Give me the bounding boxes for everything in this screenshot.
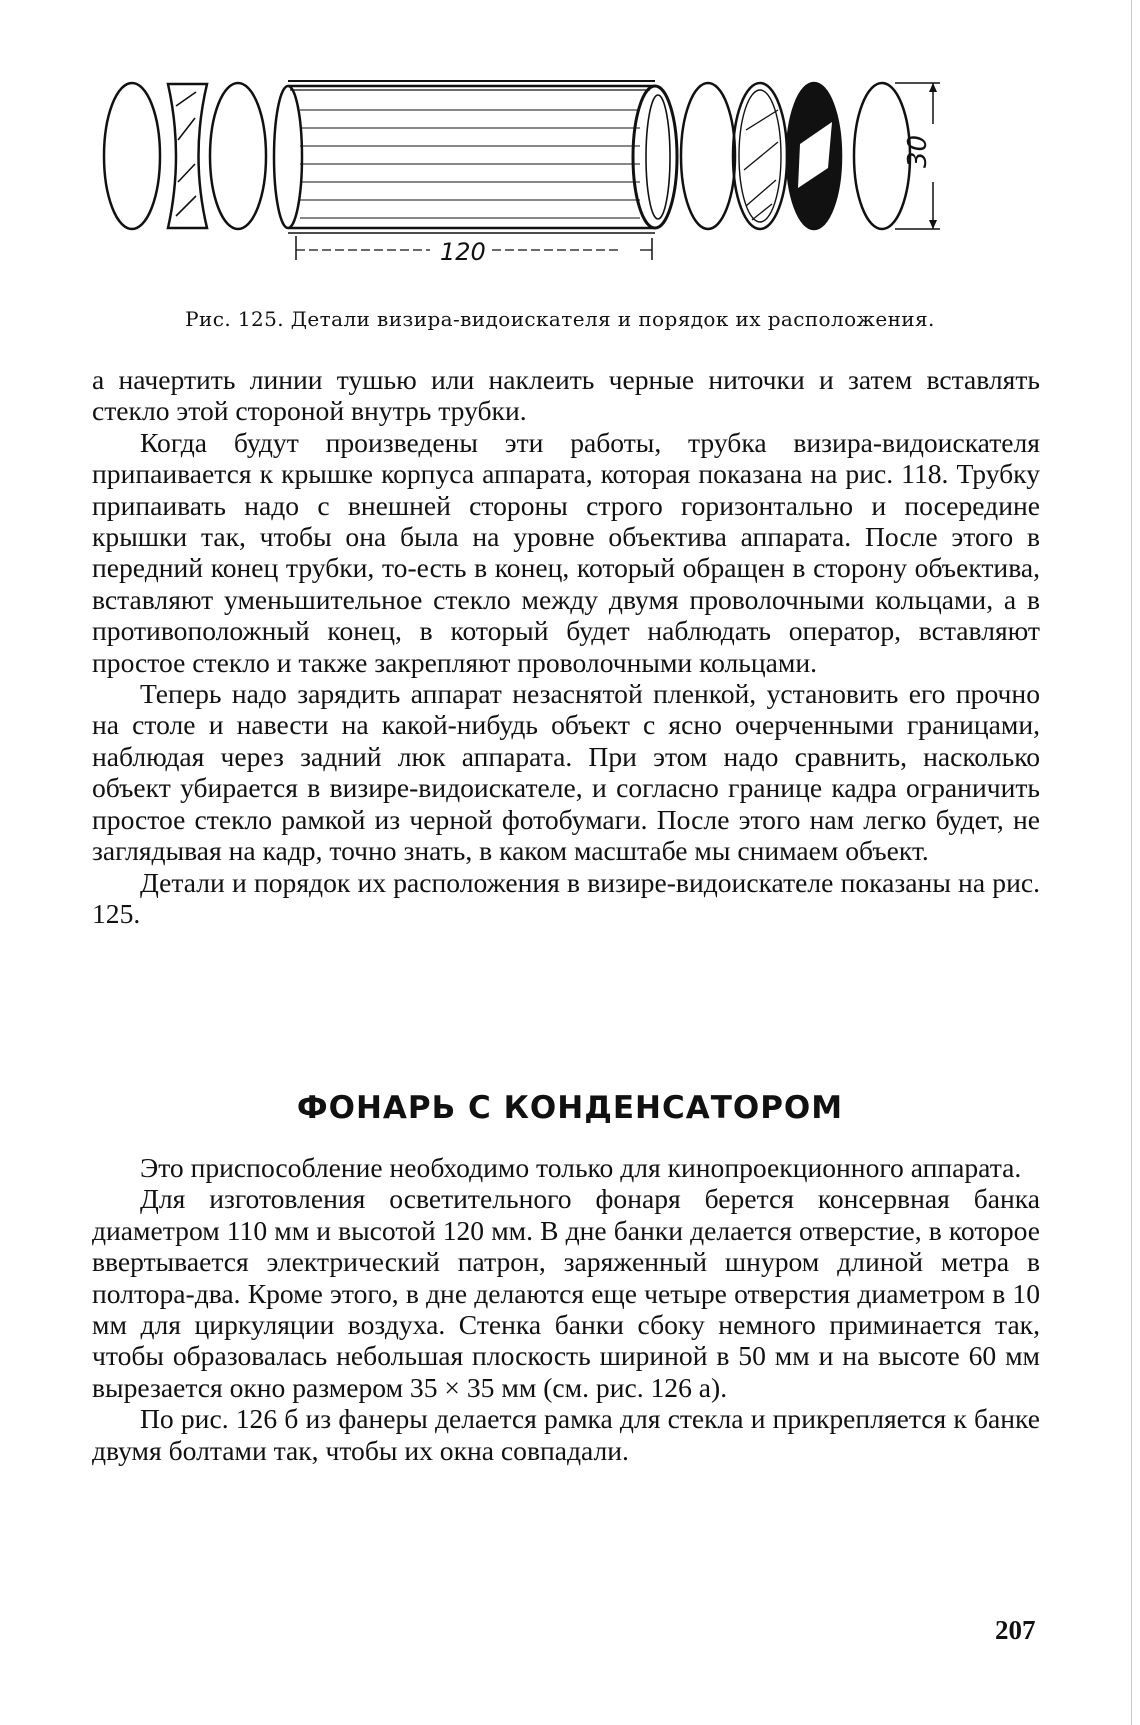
paragraph: Для изготовления осветительного фонаря берется консервная банка диаметром 110 мм и высотой 120 мм. В дне банки делается отверстие, в которое ввертывается электрический патрон, заряженный шнуром длиной метра в полтора-два. Кроме этого, в дне делаются еще четыре отверстия диаметром в 10 мм для циркуляции воздуха. Стенка банки сбоку немного приминается так, чтобы образовалась небольшая плоскость шириной в 50 мм и на высоте 60 мм вырезается окно размером 35 × 35 мм (см. рис. 126 а). (92, 1183, 1040, 1403)
section-viewfinder-text (92, 364, 1040, 929)
viewfinder-tube (274, 81, 677, 233)
paragraph: Когда будут произведены эти работы, трубка визира-видоискателя припаивается к крышке корпуса аппарата, которая показана на рис. 118. Трубку припаивать надо с внешней стороны строго горизонтально и посередине крышки так, чтобы она была на уровне объектива аппарата. После этого в передний конец трубки, то-есть в конец, который обращен в сторону объектива, вставляют уменьшительное стекло между двумя проволочными кольцами, а в противоположный конец, в который будет наблюдать оператор, вставляют простое стекло и также закрепляют проволочными кольцами. (92, 426, 1040, 678)
wire-ring-rear (681, 83, 735, 229)
length-label: 120 (440, 238, 486, 266)
paragraph: Это приспособление необходимо только для кинопроекционного аппарата. (140, 1152, 1022, 1183)
reticle-glass (733, 83, 787, 229)
wire-ring (210, 83, 266, 229)
paragraph: По рис. 126 б из фанеры делается рамка для стекла и прикрепляется к банке двумя болтами так, чтобы их окна совпадали. (92, 1403, 1040, 1466)
paragraph: а начертить линии тушью или наклеить черные ниточки и затем вставлять стекло этой стороной внутрь трубки. (92, 364, 1040, 427)
black-paper-frame (787, 83, 841, 229)
section-lantern-text (92, 1152, 1040, 1466)
paragraph: Теперь надо зарядить аппарат незаснятой пленкой, установить его прочно на столе и навести на какой-нибудь объект с ясно очерченными границами, наблюдая через задний люк аппарата. При этом надо сравнить, насколько объект убирается в визире-видоискателе, и согласно границе кадра ограничить простое стекло рамкой из черной фотобумаги. После этого нам легко будет, не заглядывая на кадр, точно знать, в каком масштабе мы снимаем объект. (92, 678, 1040, 867)
concave-lens (168, 84, 207, 228)
plain-glass-lens (104, 83, 160, 229)
section-heading: ФОНАРЬ С КОНДЕНСАТОРОМ (296, 1090, 844, 1126)
paragraph: Детали и порядок их расположения в визире-видоискателе показаны на рис. 125. (92, 866, 1040, 929)
page-edge-shadow (1131, 0, 1132, 1725)
plain-glass-rear (854, 83, 910, 229)
diameter-label: 30 (903, 134, 933, 168)
figure-caption: Рис. 125. Детали визира-видоискателя и порядок их расположения. (185, 307, 935, 331)
figure-viewfinder-parts (100, 70, 1050, 300)
page-number: 207 (995, 1615, 1036, 1645)
